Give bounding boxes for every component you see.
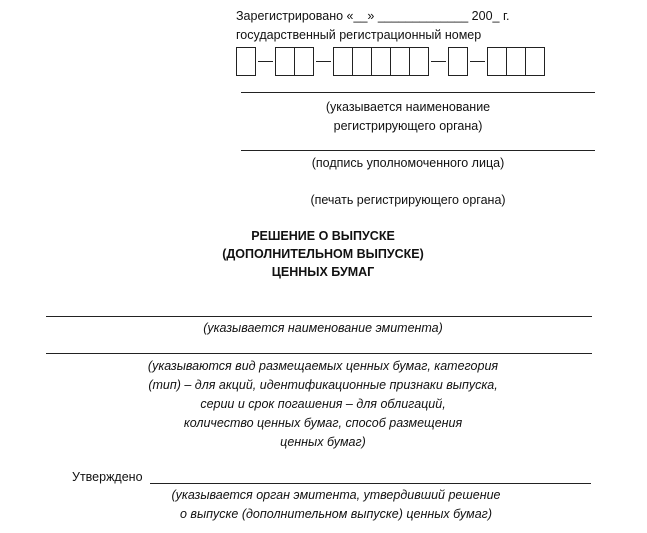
number-box [487,47,507,76]
box-group-1 [236,47,256,76]
document-title-line-3: ЦЕННЫХ БУМАГ [271,265,375,279]
box-separator [470,61,485,62]
approval-caption-1: (указывается орган эмитента, утвердивший решение [171,488,501,502]
box-group-2 [275,47,314,76]
authority-caption-2: регистрирующего органа) [333,119,483,133]
number-box [275,47,295,76]
number-box [294,47,314,76]
number-box [506,47,526,76]
securities-caption-2: (тип) – для акций, идентификационные признаки выпуска, [148,378,498,392]
authority-caption-1: (указывается наименование [325,100,491,114]
number-box [409,47,429,76]
registration-number-label: государственный регистрационный номер [236,28,482,42]
approval-line [150,483,591,484]
securities-caption-1: (указываются вид размещаемых ценных бумаг, категория [147,359,499,373]
signature-line [241,150,595,151]
box-group-4 [448,47,468,76]
box-group-5 [487,47,545,76]
number-box [390,47,410,76]
box-separator [316,61,331,62]
registration-number-boxes [236,47,545,76]
issuer-name-line [46,316,592,317]
number-box [352,47,372,76]
number-box [525,47,545,76]
securities-caption-4: количество ценных бумаг, способ размещения [183,416,463,430]
signature-caption: (подпись уполномоченного лица) [311,156,505,170]
document-title-line-1: РЕШЕНИЕ О ВЫПУСКЕ [251,229,395,243]
approval-caption-2: о выпуске (дополнительном выпуске) ценных бумаг) [180,507,492,521]
stamp-caption: (печать регистрирующего органа) [310,193,506,207]
document-title-line-2: (ДОПОЛНИТЕЛЬНОМ ВЫПУСКЕ) [222,247,424,261]
number-box [448,47,468,76]
securities-line [46,353,592,354]
registration-date-line: Зарегистрировано «__» _____________ 200_ г. [236,9,510,23]
approval-label: Утверждено [72,470,143,484]
box-group-3 [333,47,429,76]
box-separator [258,61,273,62]
box-separator [431,61,446,62]
authority-name-line [241,92,595,93]
securities-caption-3: серии и срок погашения – для облигаций, [200,397,446,411]
issuer-caption: (указывается наименование эмитента) [203,321,443,335]
number-box [371,47,391,76]
securities-caption-5: ценных бумаг) [280,435,366,449]
number-box [236,47,256,76]
number-box [333,47,353,76]
